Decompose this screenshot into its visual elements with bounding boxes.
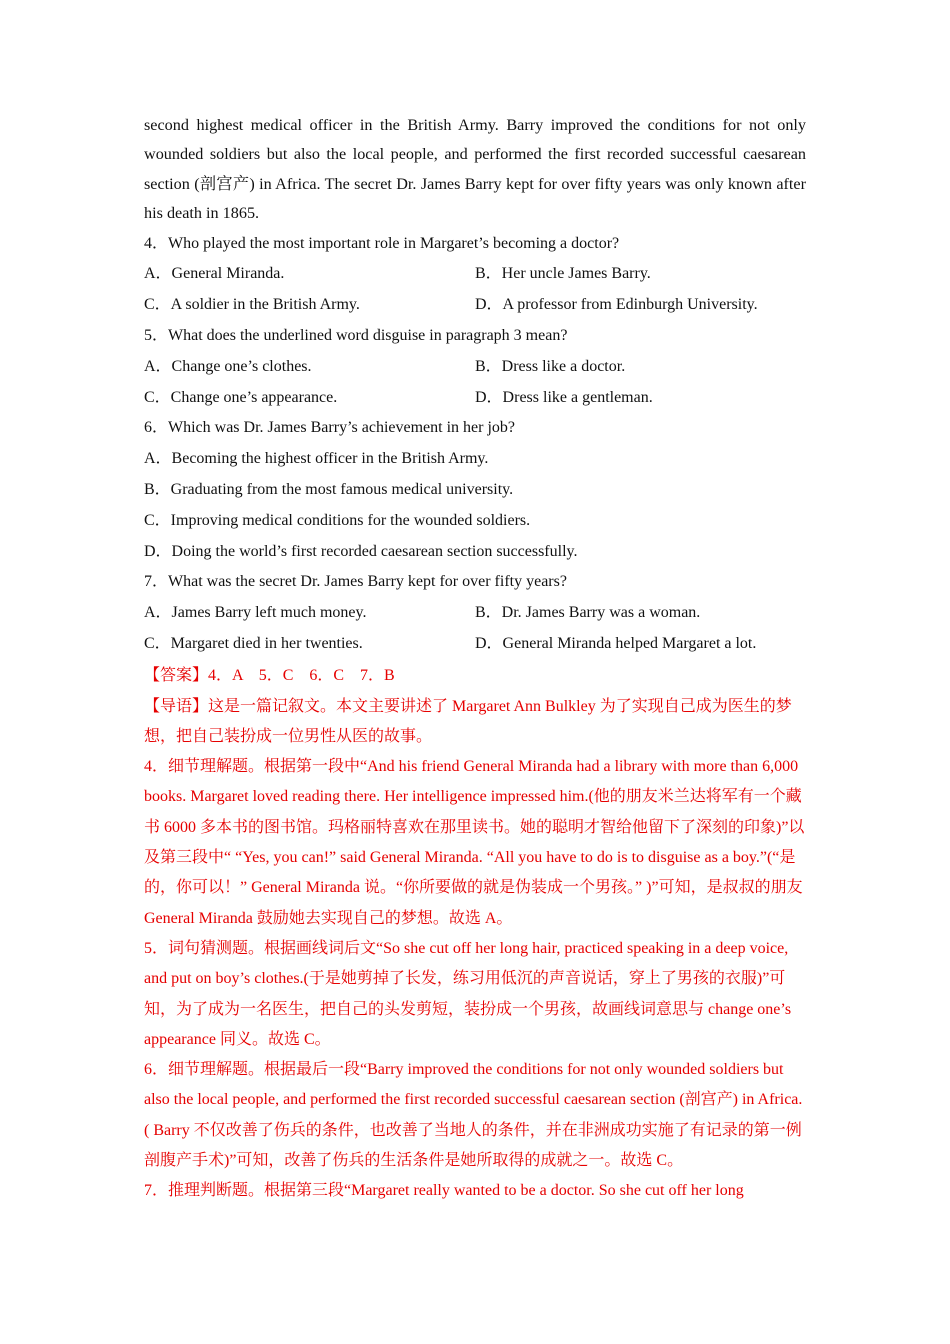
- option-c: C．Improving medical conditions for the wounded soldiers.: [144, 511, 531, 529]
- guide-paragraph: [144, 691, 806, 753]
- option-b: B．Dr. James Barry was a woman.: [475, 604, 701, 622]
- answer-line: [144, 660, 806, 691]
- passage-paragraph: second highest medical officer in the British Army. Barry improved the conditions for not only wounded soldiers but also the local people, and performed the first recorded successful caesarean section (剖宫产) in Africa. The secret Dr. James Barry kept for over fifty years was only known after his death in 1865.: [144, 116, 806, 223]
- option-b: B．Dress like a doctor.: [475, 357, 626, 375]
- guide-text: 这是一篇记叙文。本文主要讲述了 Margaret Ann Bulkley 为了实现自己成为医生的梦想，把自己装扮成一位男性从医的故事。: [144, 697, 792, 745]
- option-c: C．A soldier in the British Army.: [144, 296, 360, 314]
- question-5: [144, 321, 806, 413]
- option-a: A．General Miranda.: [144, 265, 285, 283]
- question-stem: 7．What was the secret Dr. James Barry kept for over fifty years?: [144, 573, 567, 591]
- option-d: D．Doing the world’s first recorded caesarean section successfully.: [144, 542, 578, 560]
- answer-label: 【答案】: [144, 664, 209, 684]
- question-stem: 4．Who played the most important role in Margaret’s becoming a doctor?: [144, 234, 620, 252]
- question-7: [144, 567, 806, 659]
- option-a: A．James Barry left much money.: [144, 604, 367, 622]
- answer-section: [144, 660, 806, 1207]
- option-d: D．General Miranda helped Margaret a lot.: [475, 634, 757, 652]
- option-b: B．Her uncle James Barry.: [475, 265, 651, 283]
- answer-text: 4．A 5．C 6．C 7．B: [208, 666, 395, 684]
- question-stem: 5．What does the underlined word disguise in paragraph 3 mean?: [144, 327, 568, 345]
- explanation-6: 6．细节理解题。根据最后一段“Barry improved the conditions for not only wounded soldiers but also the local people, and performed the first recorded successful caesarean section (剖宫产) in Africa.( Barry 不仅改善了伤兵的条件，也改善了当地人的条件，并在非洲成功实施了有记录的第一例剖腹产手术)”可知，改善了伤兵的生活条件是她所取得的成就之一。故选 C。: [144, 1061, 803, 1170]
- option-c: C．Change one’s appearance.: [144, 388, 338, 406]
- explanation-5: 5．词句猜测题。根据画线词后文“So she cut off her long hair, practiced speaking in a deep voice, and put on boy’s clothes.(于是她剪掉了长发，练习用低沉的声音说话，穿上了男孩的衣服)”可知，为了成为一名医生，把自己的头发剪短，装扮成一个男孩，故画线词意思与 change one’s appearance 同义。故选 C。: [144, 939, 792, 1048]
- option-d: D．A professor from Edinburgh University.: [475, 296, 758, 314]
- option-b: B．Graduating from the most famous medical university.: [144, 481, 514, 498]
- explanation-4: 4．细节理解题。根据第一段中“And his friend General Miranda had a library with more than 6,000 books. Margaret loved reading there. Her intelligence impressed him.(他的朋友米兰达将军有一个藏书 6000 多本书的图书馆。玛格丽特喜欢在那里读书。她的聪明才智给他留下了深刻的印象)”以及第三段中“ “Yes, you can!” said General Miranda. “All you have to do is to disguise as a boy.”(“是的，你可以！” General Miranda 说。“你所要做的就是伪装成一个男孩。” )”可知，是叔叔的朋友 General Miranda 鼓励她去实现自己的梦想。故选 A。: [144, 758, 805, 927]
- option-a: A．Change one’s clothes.: [144, 357, 312, 375]
- option-d: D．Dress like a gentleman.: [475, 388, 653, 406]
- guide-label: 【导语】: [144, 695, 209, 715]
- explanation-7: 7．推理判断题。根据第三段“Margaret really wanted to be a doctor. So she cut off her long: [144, 1182, 744, 1200]
- option-c: C．Margaret died in her twenties.: [144, 634, 363, 652]
- content-area: [144, 111, 806, 1207]
- option-a: A．Becoming the highest officer in the British Army.: [144, 450, 489, 468]
- question-4: [144, 229, 806, 321]
- question-stem: 6．Which was Dr. James Barry’s achievement in her job?: [144, 419, 516, 437]
- question-6: [144, 413, 806, 567]
